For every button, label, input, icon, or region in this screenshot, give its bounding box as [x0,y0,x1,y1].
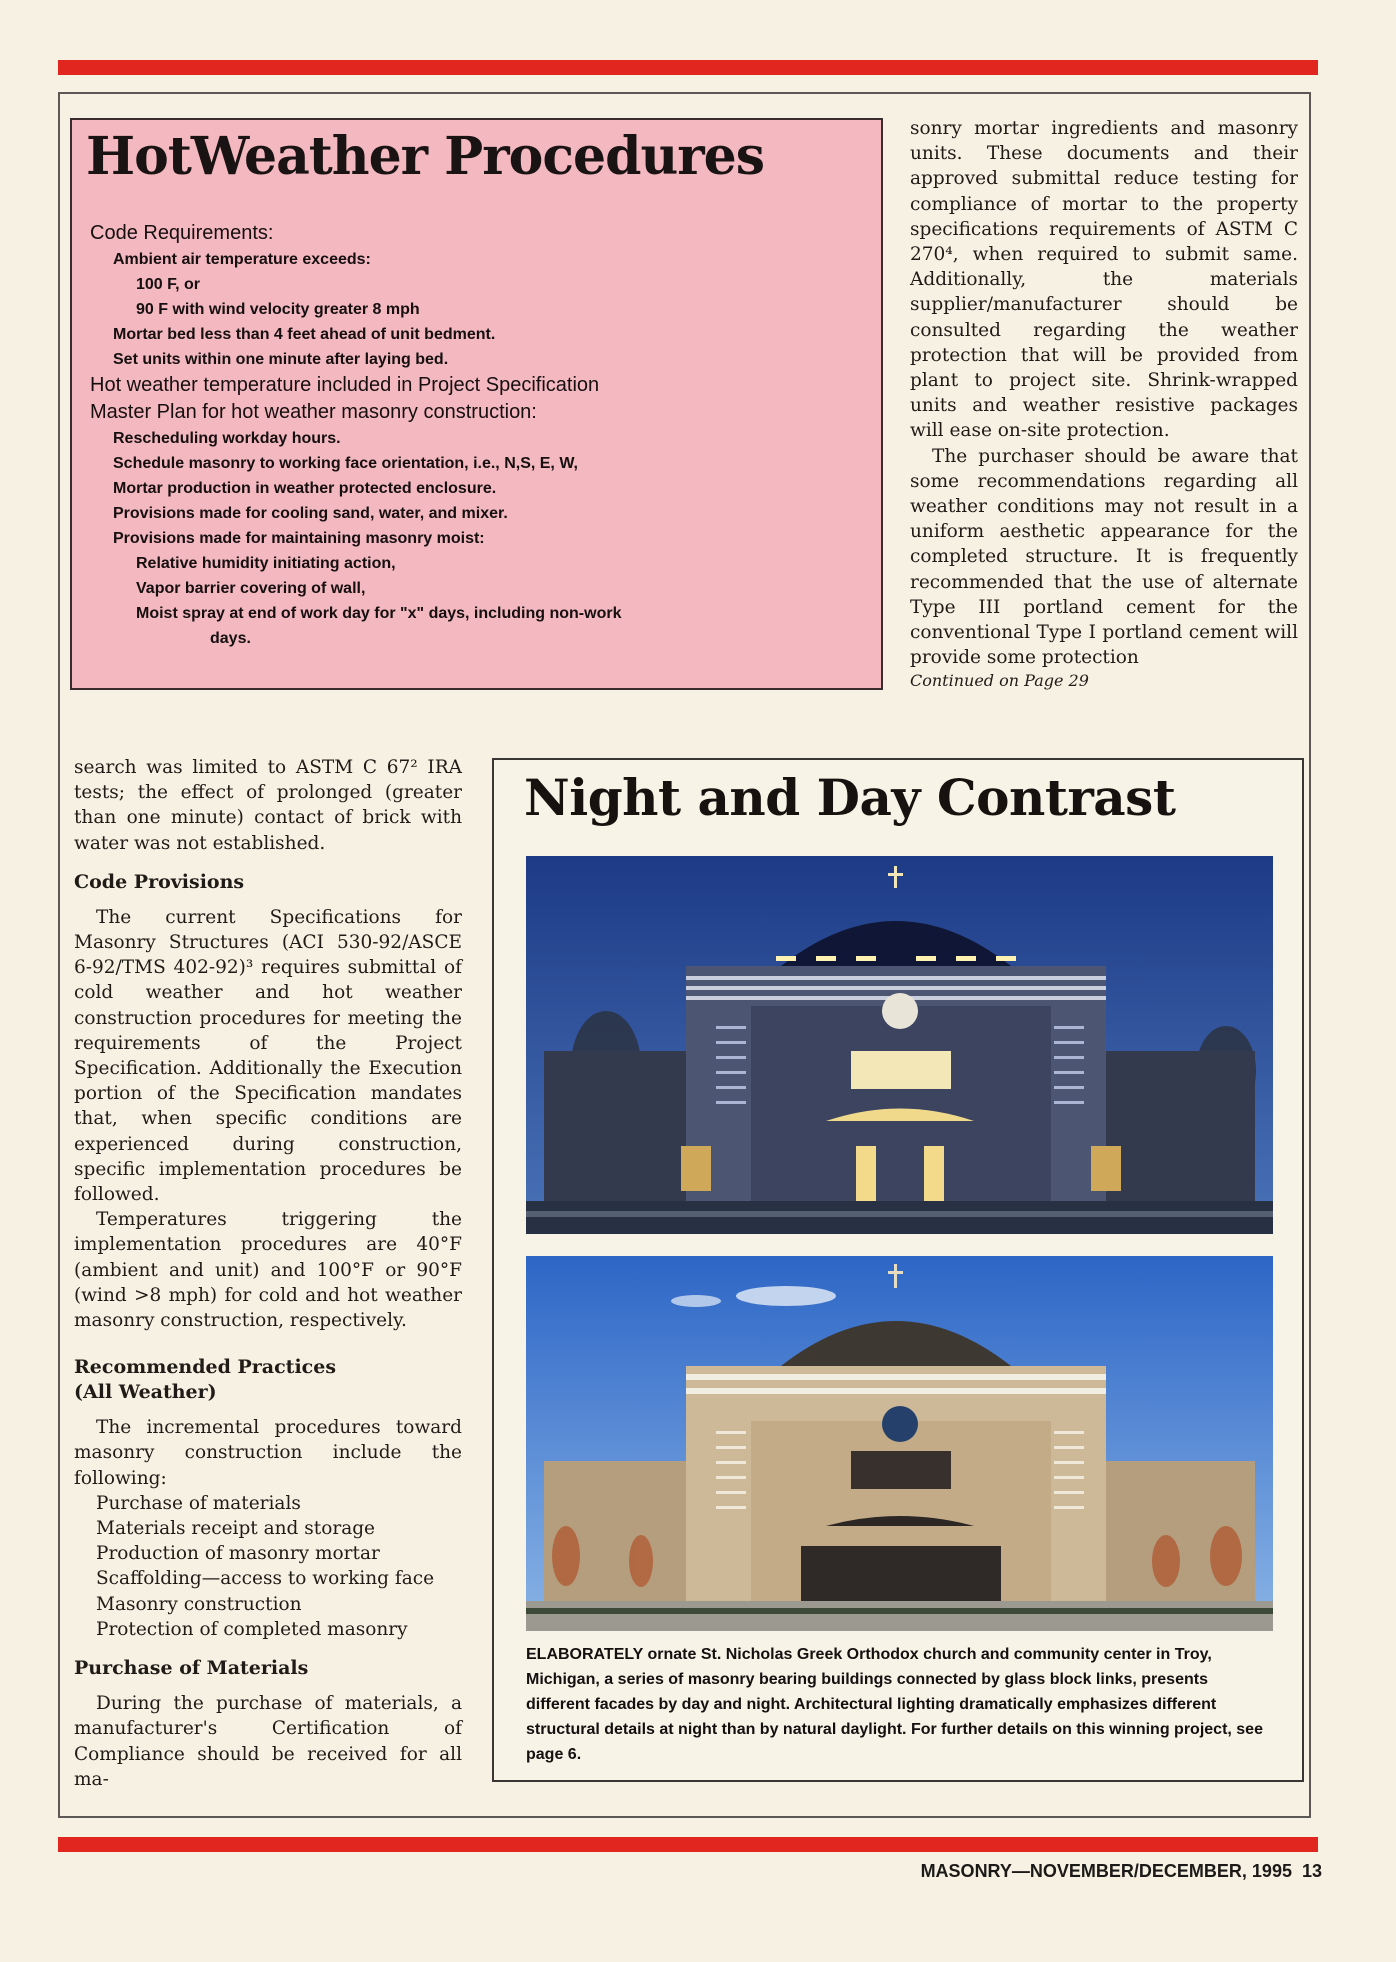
heading-purchase-of-materials: Purchase of Materials [74,1657,309,1680]
code-list-item: Hot weather temperature included in Project Specification [90,374,600,396]
code-list-item: Relative humidity initiating action, [136,555,396,572]
left-paragraph-3: The incremental procedures toward masonry construction include the following: [74,1417,462,1489]
left-paragraph-4: During the purchase of materials, a manufacturer's Certification of Compliance should be received for all ma- [74,1693,462,1790]
heading-recommended-practices-line1: Recommended Practices [74,1356,337,1379]
night-church-image [526,856,1273,1234]
right-paragraph-1: sonry mortar ingredients and masonry units. These documents and their approved submittal reduce testing for compliance of mortar to the property specifications requirements of ASTM C 270⁴, when required to submit same. Additionally, the materials supplier/manufacturer should be consulted regarding the weather protection that will be provided from plant to project site. Shrink-wrapped units and weather resistive packages will ease on-site protection. [910,118,1298,442]
left-paragraph-2: Temperatures triggering the implementation procedures are 40°F (ambient and unit) and 100°F or 90°F (wind >8 mph) for cold and hot weather masonry construction, respectively. [74,1209,462,1332]
night-photo [526,856,1273,1234]
top-red-rule [58,60,1318,75]
right-paragraph-2: The purchaser should be aware that some recommendations regarding all weather conditions may not result in a uniform aesthetic appearance for the completed structure. It is frequently recommended that the use of alternate Type III portland cement for the conventional Type I portland cement will provide some protection [910,445,1298,669]
code-requirements-list [90,220,869,651]
code-list-item: 100 F, or [136,276,201,293]
list-item: Scaffolding—access to working face [96,1568,435,1590]
left-column-text [74,755,462,1792]
heading-recommended-practices-line2: (All Weather) [74,1381,217,1404]
heading-recommended-practices [74,1355,462,1405]
list-item: Protection of completed masonry [96,1618,408,1640]
code-list-item: Provisions made for maintaining masonry moist: [113,530,485,547]
continued-note: Continued on Page 29 [910,671,1089,691]
code-list-item: Schedule masonry to working face orientation, i.e., N,S, E, W, [113,455,578,472]
code-list-item: Ambient air temperature exceeds: [113,251,371,268]
list-item: Production of masonry mortar [96,1543,380,1565]
left-paragraph-1: The current Specifications for Masonry Structures (ACI 530-92/ASCE 6-92/TMS 402-92)³ requires submittal of cold weather and hot weather construction procedures for meeting the requirements of the Project Specification. Additionally the Execution portion of the Specification mandates that, when specific conditions are experienced during construction, specific implementation procedures be followed. [74,906,462,1206]
day-church-image [526,1256,1273,1631]
day-photo [526,1256,1273,1631]
hot-weather-box [70,118,883,690]
list-item: Materials receipt and storage [96,1518,376,1540]
heading-code-provisions: Code Provisions [74,870,245,893]
list-item: Masonry construction [96,1593,302,1615]
code-list-item: Vapor barrier covering of wall, [136,580,366,597]
night-day-box [492,758,1304,1782]
code-list-item: Master Plan for hot weather masonry construction: [90,401,537,423]
page-number: 13 [1301,1861,1322,1881]
code-list-item: Provisions made for cooling sand, water, and mixer. [113,505,508,522]
photo-caption: ELABORATELY ornate St. Nicholas Greek Orthodox church and community center in Troy, Michigan, a series of masonry bearing buildings connected by glass block links, presents different facades by day and night. Architectural lighting dramatically emphasizes different structural details at night than by natural daylight. For further details on this winning project, see page 6. [526,1646,1263,1763]
code-list-item: Set units within one minute after laying bed. [113,351,449,368]
night-day-title: Night and Day Contrast [524,768,1176,827]
code-list-item: Code Requirements: [90,222,274,244]
hot-weather-title: HotWeather Procedures [86,126,765,187]
code-list-item: Mortar bed less than 4 feet ahead of unit bedment. [113,326,496,343]
page-footer [921,1861,1322,1882]
code-list-item: 90 F with wind velocity greater 8 mph [136,301,420,318]
publication-line: MASONRY—NOVEMBER/DECEMBER, 1995 [920,1861,1292,1881]
left-paragraph-0: search was limited to ASTM C 67² IRA tests; the effect of prolonged (greater than one minute) contact of brick with water was not established. [74,757,462,854]
code-list-item: Rescheduling workday hours. [113,430,341,447]
bottom-red-rule [58,1837,1318,1852]
code-list-item: Mortar production in weather protected enclosure. [113,480,497,497]
code-list-item: Moist spray at end of work day for "x" days, including non-work [136,605,622,622]
right-column-text [910,116,1298,692]
procedure-list [74,1491,462,1642]
code-list-item: days. [210,630,251,647]
list-item: Purchase of materials [96,1492,301,1514]
